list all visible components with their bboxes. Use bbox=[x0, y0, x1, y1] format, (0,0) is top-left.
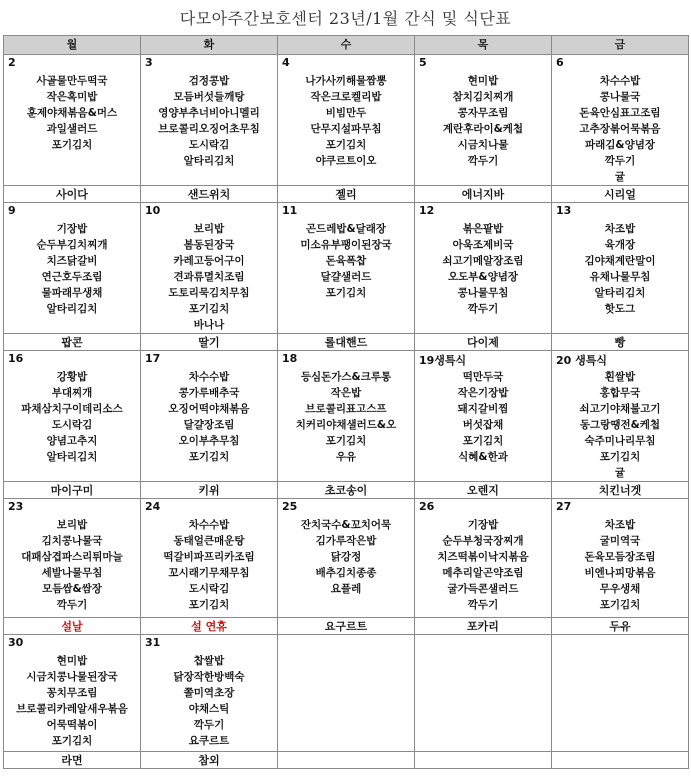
menu-item: 우유 bbox=[335, 451, 357, 463]
day-date: 4 bbox=[282, 56, 290, 69]
week-snack-row bbox=[4, 186, 689, 203]
day-date: 12 bbox=[419, 204, 435, 217]
menu-item: 동그랑땡전&케첩 bbox=[579, 419, 661, 431]
menu-item: 파채삼치구이데리소스 bbox=[21, 403, 123, 415]
menu-item: 깍두기 bbox=[467, 599, 499, 611]
menu-item: 돈육모듬장조림 bbox=[584, 551, 656, 563]
day-date: 3 bbox=[145, 56, 153, 69]
menu-item: 메추리알곤약조림 bbox=[442, 567, 524, 579]
weekday-friday: 금 bbox=[552, 36, 689, 55]
week-snack-row bbox=[4, 752, 689, 769]
menu-item: 모듬버섯들깨탕 bbox=[173, 91, 245, 103]
day-menu-cell bbox=[278, 635, 415, 752]
menu-items bbox=[278, 203, 414, 301]
day-date: 20 생특식 bbox=[556, 354, 608, 367]
menu-item: 콩자무조림 bbox=[457, 107, 509, 119]
weekday-header-row bbox=[4, 36, 689, 55]
menu-item: 요플레 bbox=[330, 583, 362, 595]
menu-item: 영양부추너비아니멜리 bbox=[158, 107, 260, 119]
menu-item: 닭강정 bbox=[330, 551, 362, 563]
menu-item: 쇠고기야채불고기 bbox=[579, 403, 661, 415]
day-snack-cell: 두유 bbox=[552, 618, 689, 635]
menu-items bbox=[4, 635, 140, 749]
day-snack-cell: 설 연휴 bbox=[141, 618, 278, 635]
menu-items bbox=[552, 499, 688, 613]
menu-item: 보리밥 bbox=[193, 223, 225, 235]
menu-item: 작은흑미밥 bbox=[46, 91, 98, 103]
menu-item: 김야채계란말이 bbox=[584, 255, 656, 267]
menu-item: 과일샐러드 bbox=[46, 123, 98, 135]
day-date: 23 bbox=[8, 500, 24, 513]
day-snack-cell: 치킨너겟 bbox=[552, 482, 689, 499]
menu-items bbox=[278, 351, 414, 465]
week-snack-row bbox=[4, 618, 689, 635]
menu-item: 포기김치 bbox=[462, 435, 504, 447]
menu-item: 볶은팥밥 bbox=[462, 223, 504, 235]
menu-item: 깍두기 bbox=[193, 719, 225, 731]
menu-item: 포기김치 bbox=[325, 435, 367, 447]
menu-item: 알타리김치 bbox=[183, 155, 235, 167]
menu-item: 연근호두조림 bbox=[41, 271, 103, 283]
menu-item: 깍두기 bbox=[467, 155, 499, 167]
menu-item: 홍합무국 bbox=[599, 387, 641, 399]
menu-item: 유채나물무침 bbox=[589, 271, 651, 283]
menu-item: 콩나물국 bbox=[599, 91, 641, 103]
day-snack-cell: 키위 bbox=[141, 482, 278, 499]
menu-item: 핫도그 bbox=[604, 303, 636, 315]
menu-item: 굴가득콘샐러드 bbox=[447, 583, 519, 595]
day-menu-cell bbox=[415, 203, 552, 334]
menu-item: 모듬쌈&쌈장 bbox=[42, 583, 102, 595]
menu-item: 육개장 bbox=[604, 239, 636, 251]
week-snack-row bbox=[4, 334, 689, 351]
day-menu-cell bbox=[4, 351, 141, 482]
menu-item: 포기김치 bbox=[188, 451, 230, 463]
day-menu-cell bbox=[141, 351, 278, 482]
weekday-tuesday: 화 bbox=[141, 36, 278, 55]
menu-item: 어묵떡볶이 bbox=[46, 719, 98, 731]
menu-item: 야채스틱 bbox=[188, 703, 230, 715]
menu-item: 포기김치 bbox=[599, 599, 641, 611]
menu-item: 닭장작한방백숙 bbox=[173, 671, 245, 683]
day-menu-cell bbox=[415, 499, 552, 618]
day-date: 30 bbox=[8, 636, 24, 649]
day-date: 31 bbox=[145, 636, 161, 649]
menu-items bbox=[415, 499, 551, 613]
day-date: 27 bbox=[556, 500, 572, 513]
menu-item: 강황밥 bbox=[56, 371, 88, 383]
menu-item: 떡갈비파프리카조림 bbox=[163, 551, 255, 563]
menu-item: 차수수밥 bbox=[188, 371, 230, 383]
day-snack-cell: 참외 bbox=[141, 752, 278, 769]
menu-item: 알타리김치 bbox=[594, 287, 646, 299]
day-snack-cell: 사이다 bbox=[4, 186, 141, 203]
menu-item: 깍두기 bbox=[604, 155, 636, 167]
day-snack-cell: 시리얼 bbox=[552, 186, 689, 203]
menu-item: 물파래무생채 bbox=[41, 287, 103, 299]
menu-item: 포기김치 bbox=[599, 451, 641, 463]
menu-item: 등심돈가스&크루통 bbox=[300, 371, 392, 383]
day-menu-cell bbox=[278, 351, 415, 482]
menu-items bbox=[552, 55, 688, 185]
menu-item: 바나나 bbox=[193, 319, 225, 331]
menu-items bbox=[415, 635, 551, 653]
menu-item: 귤 bbox=[614, 467, 626, 479]
menu-item: 세발나물무침 bbox=[41, 567, 103, 579]
menu-item: 계란후라이&케첩 bbox=[442, 123, 524, 135]
day-date: 16 bbox=[8, 352, 24, 365]
menu-item: 비엔나피망볶음 bbox=[584, 567, 656, 579]
menu-item: 파래김&양념장 bbox=[584, 139, 655, 151]
menu-item: 포기김치 bbox=[325, 139, 367, 151]
menu-item: 나가사끼해물짬뽕 bbox=[305, 75, 387, 87]
day-date: 26 bbox=[419, 500, 435, 513]
menu-items bbox=[141, 203, 277, 333]
menu-item: 브로콜리표고스프 bbox=[305, 403, 387, 415]
menu-item: 포기김치 bbox=[51, 139, 93, 151]
menu-item: 깍두기 bbox=[56, 599, 88, 611]
day-date: 18 bbox=[282, 352, 298, 365]
menu-item: 흰쌀밥 bbox=[604, 371, 636, 383]
menu-item: 쇠고기메알장조림 bbox=[442, 255, 524, 267]
menu-items bbox=[552, 635, 688, 653]
menu-item: 도시락김 bbox=[188, 583, 230, 595]
weekday-monday: 월 bbox=[4, 36, 141, 55]
menu-item: 차수수밥 bbox=[599, 75, 641, 87]
menu-items bbox=[278, 499, 414, 597]
menu-item: 귤 bbox=[614, 171, 626, 183]
day-menu-cell bbox=[141, 499, 278, 618]
day-date: 24 bbox=[145, 500, 161, 513]
day-date: 10 bbox=[145, 204, 161, 217]
menu-item: 김가루작은밥 bbox=[315, 535, 377, 547]
day-snack-cell: 요구르트 bbox=[278, 618, 415, 635]
day-menu-cell bbox=[141, 203, 278, 334]
menu-item: 찹쌀밥 bbox=[193, 655, 225, 667]
week-menu-row bbox=[4, 351, 689, 482]
menu-item: 양념고추지 bbox=[46, 435, 98, 447]
menu-item: 깍두기 bbox=[467, 303, 499, 315]
day-date: 11 bbox=[282, 204, 298, 217]
menu-item: 작은밥 bbox=[330, 387, 362, 399]
menu-item: 달걀샐러드 bbox=[320, 271, 372, 283]
day-snack-cell: 롤대핸드 bbox=[278, 334, 415, 351]
menu-item: 오이부추무침 bbox=[178, 435, 240, 447]
day-snack-cell: 포카리 bbox=[415, 618, 552, 635]
day-menu-cell bbox=[4, 635, 141, 752]
menu-items bbox=[415, 55, 551, 169]
day-date: 6 bbox=[556, 56, 564, 69]
menu-items bbox=[4, 203, 140, 317]
menu-item: 견과류멸치조림 bbox=[173, 271, 245, 283]
menu-item: 떡만두국 bbox=[462, 371, 504, 383]
day-snack-cell: 에너지바 bbox=[415, 186, 552, 203]
menu-item: 곤드레밥&달래장 bbox=[305, 223, 387, 235]
menu-item: 미소유부팽이된장국 bbox=[300, 239, 392, 251]
day-snack-cell: 초코송이 bbox=[278, 482, 415, 499]
day-snack-cell bbox=[415, 752, 552, 769]
menu-item: 시금치콩나물된장국 bbox=[26, 671, 118, 683]
week-menu-row bbox=[4, 635, 689, 752]
day-menu-cell bbox=[552, 499, 689, 618]
menu-item: 포기김치 bbox=[188, 303, 230, 315]
menu-item: 오징어떡야채볶음 bbox=[168, 403, 250, 415]
menu-item: 현미밥 bbox=[467, 75, 499, 87]
day-date: 25 bbox=[282, 500, 298, 513]
menu-item: 순두부김치찌개 bbox=[36, 239, 108, 251]
meal-calendar-table bbox=[3, 35, 689, 769]
day-snack-cell: 오렌지 bbox=[415, 482, 552, 499]
menu-item: 차조밥 bbox=[604, 519, 636, 531]
day-menu-cell bbox=[4, 203, 141, 334]
menu-item: 브로콜리오징어초무침 bbox=[158, 123, 260, 135]
day-date: 2 bbox=[8, 56, 16, 69]
menu-items bbox=[278, 55, 414, 169]
day-snack-cell: 샌드위치 bbox=[141, 186, 278, 203]
week-snack-row bbox=[4, 482, 689, 499]
day-menu-cell bbox=[278, 55, 415, 186]
menu-item: 현미밥 bbox=[56, 655, 88, 667]
menu-item: 야쿠르트이오 bbox=[315, 155, 377, 167]
menu-item: 기장밥 bbox=[467, 519, 499, 531]
menu-item: 식혜&한과 bbox=[458, 451, 508, 463]
day-snack-cell: 다이제 bbox=[415, 334, 552, 351]
menu-item: 대패삼겹파스리튀마늘 bbox=[21, 551, 123, 563]
week-menu-row bbox=[4, 203, 689, 334]
menu-item: 오도부&양념장 bbox=[447, 271, 518, 283]
menu-item: 치커리야채샐러드&오 bbox=[295, 419, 397, 431]
menu-item: 기장밥 bbox=[56, 223, 88, 235]
menu-item: 차조밥 bbox=[604, 223, 636, 235]
day-snack-cell: 마이구미 bbox=[4, 482, 141, 499]
menu-item: 참치김치찌개 bbox=[452, 91, 514, 103]
menu-items bbox=[141, 55, 277, 169]
menu-items bbox=[4, 499, 140, 613]
menu-item: 고추장볶어묵볶음 bbox=[579, 123, 661, 135]
menu-items bbox=[141, 635, 277, 749]
menu-item: 작은크로켈리밥 bbox=[310, 91, 382, 103]
day-snack-cell: 라면 bbox=[4, 752, 141, 769]
menu-item: 단무지설파무침 bbox=[310, 123, 382, 135]
day-menu-cell bbox=[141, 55, 278, 186]
day-snack-cell: 빵 bbox=[552, 334, 689, 351]
menu-item: 돈육안심표고조림 bbox=[579, 107, 661, 119]
menu-item: 달걀장조림 bbox=[183, 419, 235, 431]
menu-item: 동태얼큰매운탕 bbox=[173, 535, 245, 547]
day-menu-cell bbox=[552, 203, 689, 334]
menu-items bbox=[552, 351, 688, 481]
menu-item: 무우생채 bbox=[599, 583, 641, 595]
menu-item: 순두부청국장찌개 bbox=[442, 535, 524, 547]
day-snack-cell: 젤리 bbox=[278, 186, 415, 203]
menu-item: 꽁치무조림 bbox=[46, 687, 98, 699]
day-menu-cell bbox=[141, 635, 278, 752]
menu-item: 콩가루배추국 bbox=[178, 387, 240, 399]
menu-items bbox=[415, 351, 551, 465]
menu-items bbox=[141, 499, 277, 613]
menu-item: 보리밥 bbox=[56, 519, 88, 531]
menu-item: 비빔만두 bbox=[325, 107, 367, 119]
menu-item: 치즈닭갈비 bbox=[46, 255, 98, 267]
day-menu-cell bbox=[278, 499, 415, 618]
day-menu-cell bbox=[278, 203, 415, 334]
weekday-thursday: 목 bbox=[415, 36, 552, 55]
day-menu-cell bbox=[4, 55, 141, 186]
menu-item: 숙주미나리무침 bbox=[584, 435, 656, 447]
menu-item: 잔치국수&꼬치어묵 bbox=[300, 519, 392, 531]
day-menu-cell bbox=[415, 351, 552, 482]
menu-item: 봄동된장국 bbox=[183, 239, 235, 251]
menu-item: 요쿠르트 bbox=[188, 735, 230, 747]
menu-item: 포기김치 bbox=[188, 599, 230, 611]
menu-item: 버섯잡채 bbox=[462, 419, 504, 431]
menu-item: 도토리묵김치무침 bbox=[168, 287, 250, 299]
menu-item: 도시락김 bbox=[188, 139, 230, 151]
menu-item: 포기김치 bbox=[325, 287, 367, 299]
day-snack-cell: 설날 bbox=[4, 618, 141, 635]
day-snack-cell: 딸기 bbox=[141, 334, 278, 351]
menu-item: 아욱조제비국 bbox=[452, 239, 514, 251]
menu-item: 알타리김치 bbox=[46, 303, 98, 315]
menu-item: 꼬시래기무채무침 bbox=[168, 567, 250, 579]
menu-items bbox=[4, 55, 140, 153]
menu-items bbox=[552, 203, 688, 317]
day-menu-cell bbox=[4, 499, 141, 618]
menu-item: 김치콩나물국 bbox=[41, 535, 103, 547]
menu-item: 돼지갈비찜 bbox=[457, 403, 509, 415]
menu-item: 차수수밥 bbox=[188, 519, 230, 531]
day-menu-cell bbox=[552, 351, 689, 482]
week-menu-row bbox=[4, 55, 689, 186]
menu-item: 사골물만두떡국 bbox=[36, 75, 108, 87]
menu-item: 돈육폭찹 bbox=[325, 255, 367, 267]
calendar-body bbox=[4, 55, 689, 769]
day-menu-cell bbox=[552, 55, 689, 186]
menu-item: 콩나물무침 bbox=[457, 287, 509, 299]
menu-item: 배추김치종종 bbox=[315, 567, 377, 579]
day-menu-cell bbox=[552, 635, 689, 752]
menu-item: 굴미역국 bbox=[599, 535, 641, 547]
week-menu-row bbox=[4, 499, 689, 618]
day-snack-cell bbox=[278, 752, 415, 769]
weekday-wednesday: 수 bbox=[278, 36, 415, 55]
day-date: 13 bbox=[556, 204, 572, 217]
menu-item: 쫄미역초장 bbox=[183, 687, 235, 699]
day-date: 17 bbox=[145, 352, 161, 365]
menu-item: 알타리김치 bbox=[46, 451, 98, 463]
menu-item: 브로콜리카레알새우볶음 bbox=[16, 703, 128, 715]
menu-item: 카레고등어구이 bbox=[173, 255, 245, 267]
menu-item: 치즈떡볶이낙지볶음 bbox=[437, 551, 529, 563]
day-date: 5 bbox=[419, 56, 427, 69]
menu-item: 훈제야채볶음&머스 bbox=[26, 107, 118, 119]
day-menu-cell bbox=[415, 55, 552, 186]
menu-item: 검정콩밥 bbox=[188, 75, 230, 87]
menu-items bbox=[141, 351, 277, 465]
menu-items bbox=[415, 203, 551, 317]
menu-item: 작은기장밥 bbox=[457, 387, 509, 399]
menu-items bbox=[278, 635, 414, 653]
menu-item: 시금치나물 bbox=[457, 139, 509, 151]
day-snack-cell: 팝콘 bbox=[4, 334, 141, 351]
day-date: 19생특식 bbox=[419, 354, 467, 367]
menu-item: 포기김치 bbox=[51, 735, 93, 747]
day-date: 9 bbox=[8, 204, 16, 217]
day-menu-cell bbox=[415, 635, 552, 752]
menu-items bbox=[4, 351, 140, 465]
menu-item: 부대찌개 bbox=[51, 387, 93, 399]
menu-item: 도시락김 bbox=[51, 419, 93, 431]
day-snack-cell bbox=[552, 752, 689, 769]
page-title: 다모아주간보호센터 23년/1월 간식 및 식단표 bbox=[179, 9, 512, 28]
